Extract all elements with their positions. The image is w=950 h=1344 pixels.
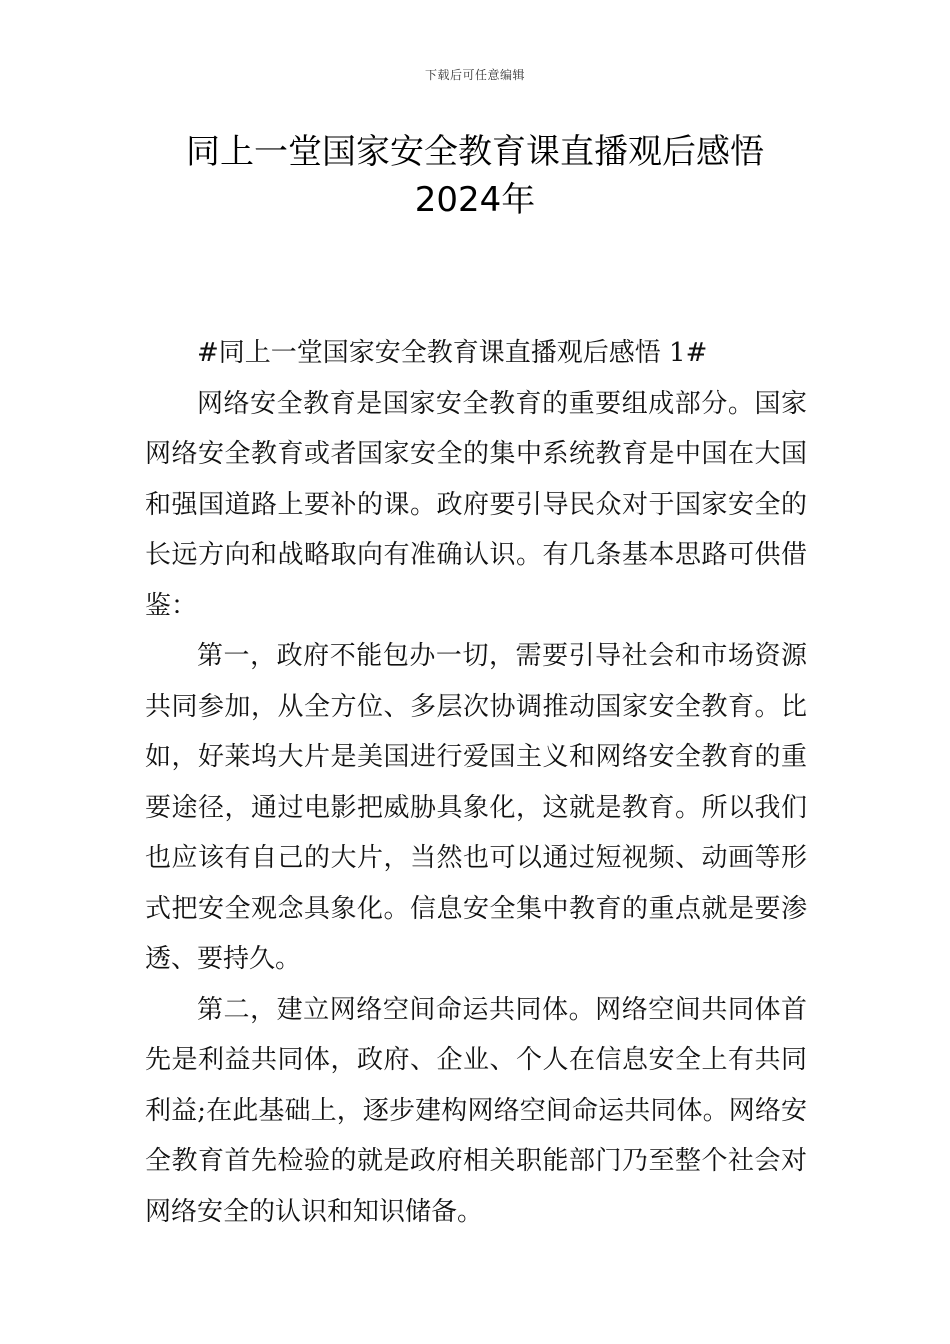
paragraph-3: 第二，建立网络空间命运共同体。网络空间共同体首先是利益共同体，政府、企业、个人在信息安全上有共同利益;在此基础上，逐步建构网络空间命运共同体。网络安全教育首先检验的就是政府相关职能部门乃至整个社会对网络安全的认识和知识储备。 [145, 994, 807, 1227]
paragraph-1: 网络安全教育是国家安全教育的重要组成部分。国家网络安全教育或者国家安全的集中系统教育是中国在大国和强国道路上要补的课。政府要引导民众对于国家安全的长远方向和战略取向有准确认识。有几条基本思路可供借鉴： [145, 388, 807, 621]
document-title [120, 128, 830, 224]
section-heading: #同上一堂国家安全教育课直播观后感悟 1# [197, 338, 708, 368]
paragraph-2: 第一，政府不能包办一切，需要引导社会和市场资源共同参加，从全方位、多层次协调推动国家安全教育。比如，好莱坞大片是美国进行爱国主义和网络安全教育的重要途径，通过电影把威胁具象化，这就是教育。所以我们也应该有自己的大片，当然也可以通过短视频、动画等形式把安全观念具象化。信息安全集中教育的重点就是要渗透、要持久。 [145, 641, 807, 974]
title-line-1: 同上一堂国家安全教育课直播观后感悟 [186, 132, 764, 172]
document-body [145, 328, 807, 1237]
header-note: 下载后可任意编辑 [424, 68, 525, 82]
title-line-2: 2024年 [414, 180, 536, 220]
